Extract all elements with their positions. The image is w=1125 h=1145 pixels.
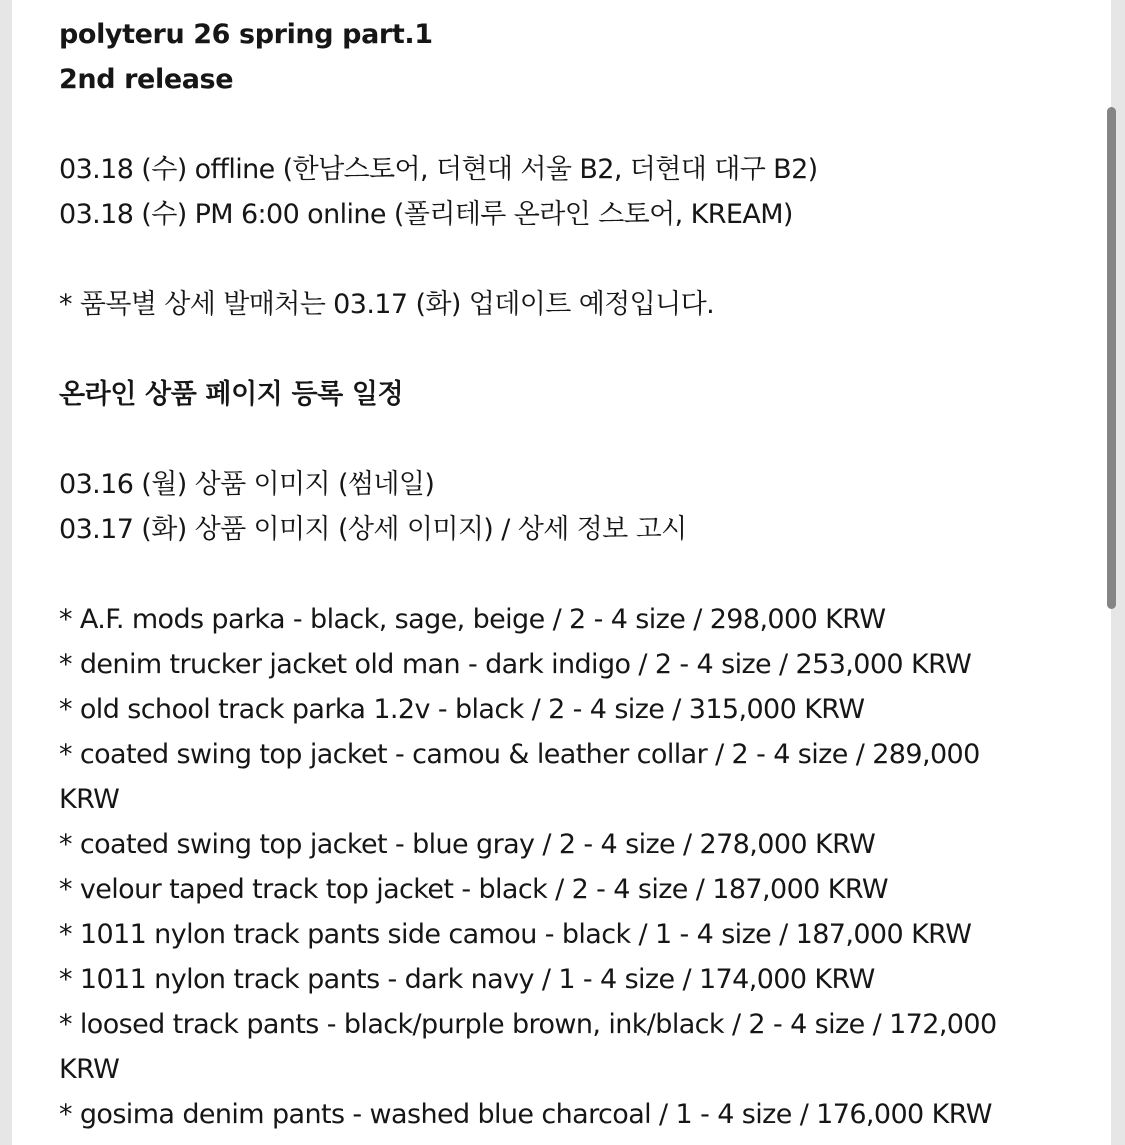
online-schedule-item: 03.17 (화) 상품 이미지 (상세 이미지) / 상세 정보 고시 <box>59 514 687 545</box>
product-item: * coated swing top jacket - blue gray / 2 - 4 size / 278,000 KRW <box>59 829 876 860</box>
spacer <box>59 417 1069 462</box>
product-list <box>59 597 1069 1137</box>
product-item: * coated swing top jacket - camou & leather collar / 2 - 4 size / 289,000 <box>59 739 980 770</box>
product-item: * velour taped track top jacket - black / 2 - 4 size / 187,000 KRW <box>59 874 888 905</box>
spacer <box>59 552 1069 597</box>
product-item: * gosima denim pants - washed blue charcoal / 1 - 4 size / 176,000 KRW <box>59 1099 992 1130</box>
release-note: * 품목별 상세 발매처는 03.17 (화) 업데이트 예정입니다. <box>59 289 715 320</box>
product-item-wrap: KRW <box>59 1054 120 1085</box>
post-title: polyteru 26 spring part.1 <box>59 19 433 50</box>
product-item: * 1011 nylon track pants side camou - black / 1 - 4 size / 187,000 KRW <box>59 919 972 950</box>
product-item: * 1011 nylon track pants - dark navy / 1 - 4 size / 174,000 KRW <box>59 964 875 995</box>
scrollbar-thumb[interactable] <box>1107 107 1116 609</box>
release-offline: 03.18 (수) offline (한남스토어, 더현대 서울 B2, 더현대 대구 B2) <box>59 154 818 185</box>
post-subtitle: 2nd release <box>59 64 234 95</box>
release-online: 03.18 (수) PM 6:00 online (폴리테루 온라인 스토어, KREAM) <box>59 199 793 230</box>
left-edge-strip <box>0 0 12 1145</box>
product-item: * A.F. mods parka - black, sage, beige / 2 - 4 size / 298,000 KRW <box>59 604 886 635</box>
online-schedule-heading: 온라인 상품 페이지 등록 일정 <box>59 379 404 410</box>
online-schedule-item: 03.16 (월) 상품 이미지 (썸네일) <box>59 469 435 500</box>
spacer <box>59 102 1069 147</box>
product-item: * old school track parka 1.2v - black / 2 - 4 size / 315,000 KRW <box>59 694 865 725</box>
spacer <box>59 237 1069 282</box>
spacer <box>59 327 1069 372</box>
post-content <box>59 12 1069 1137</box>
product-item-wrap: KRW <box>59 784 120 815</box>
product-item: * denim trucker jacket old man - dark indigo / 2 - 4 size / 253,000 KRW <box>59 649 972 680</box>
product-item: * loosed track pants - black/purple brown, ink/black / 2 - 4 size / 172,000 <box>59 1009 997 1040</box>
